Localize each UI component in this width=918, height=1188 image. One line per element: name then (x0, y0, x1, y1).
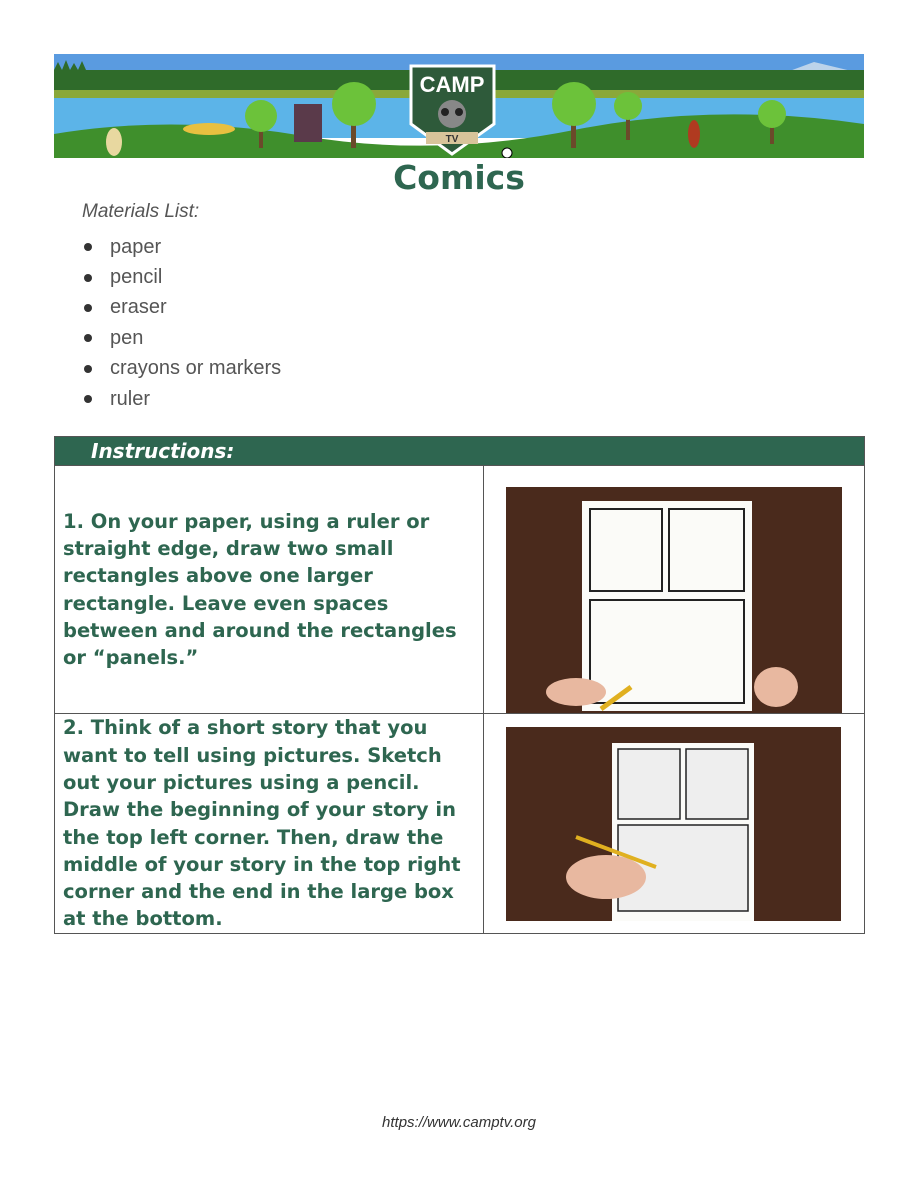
list-item (82, 232, 281, 262)
step-image-cell (484, 714, 865, 934)
step-text: 1. On your paper, using a ruler or straight edge, draw two small rectangles above one larger rectangle. Leave even spaces between and around the rectangles or “panels.” (55, 466, 484, 714)
list-item (82, 323, 281, 353)
table-row (55, 714, 865, 934)
list-item (82, 354, 281, 384)
bullet-icon (84, 365, 92, 373)
list-item (82, 293, 281, 323)
materials-list (82, 232, 281, 414)
step-image-cell (484, 466, 865, 714)
instructions-table (54, 436, 865, 934)
step-2-photo (506, 727, 841, 921)
bullet-icon (84, 274, 92, 282)
logo-camp-text: CAMP (419, 72, 485, 97)
material-text: eraser (110, 296, 167, 319)
svg-text:TV: TV (445, 134, 459, 145)
bullet-icon (84, 304, 92, 312)
footer-url[interactable]: https://www.camptv.org (382, 1114, 536, 1131)
page-title: Comics (393, 158, 525, 197)
material-text: pencil (110, 266, 163, 289)
bullet-icon (84, 243, 92, 251)
material-text: ruler (110, 387, 151, 410)
materials-label: Materials List: (82, 201, 200, 222)
camp-tv-banner (54, 54, 864, 158)
step-1-photo (506, 487, 842, 713)
bullet-icon (84, 334, 92, 342)
list-item (82, 262, 281, 292)
material-text: paper (110, 235, 162, 258)
material-text: crayons or markers (110, 357, 282, 380)
list-item (82, 384, 281, 414)
bullet-icon (84, 395, 92, 403)
instructions-header: Instructions: (55, 437, 865, 466)
table-row (55, 466, 865, 714)
material-text: pen (110, 326, 144, 349)
step-text: 2. Think of a short story that you want to tell using pictures. Sketch out your pictures using a pencil. Draw the beginning of your story in the top left corner. Then, draw the middle of your story in the top right corner and the end in the large box at the bottom. (55, 714, 484, 934)
